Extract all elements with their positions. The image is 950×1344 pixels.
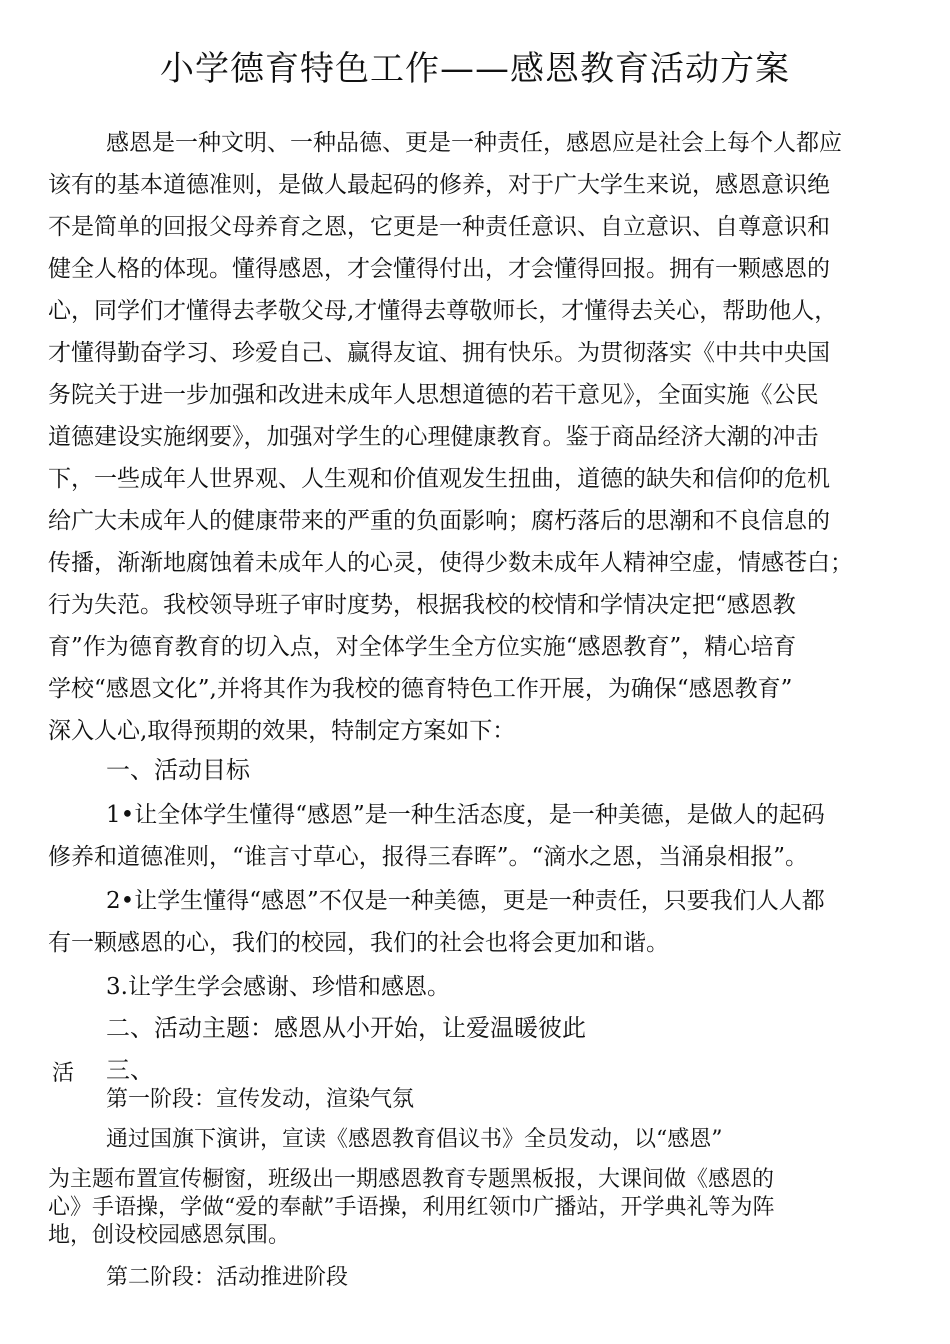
intro-line: 行为失范。我校领导班子审时度势，根据我校的校情和学情决定把“感恩教 <box>48 592 796 618</box>
stage1-line: 为主题布置宣传橱窗，班级出一期感恩教育专题黑板报，大课间做《感恩的 <box>48 1167 775 1192</box>
stage1-title: 第一阶段：宣传发动，渲染气氛 <box>106 1087 415 1112</box>
intro-line: 不是简单的回报父母养育之恩，它更是一种责任意识、自立意识、自尊意识和 <box>48 214 830 240</box>
goal-line: 修养和道德准则，“谁言寸草心，报得三春晖”。“滴水之恩，当涌泉相报”。 <box>48 844 809 870</box>
stage2-title: 第二阶段：活动推进阶段 <box>106 1265 349 1290</box>
intro-line: 深入人心,取得预期的效果，特制定方案如下： <box>48 718 516 744</box>
stage1-line: 地，创设校园感恩氛围。 <box>48 1223 291 1248</box>
goal-line: 1•让全体学生懂得“感恩”是一种生活态度，是一种美德，是做人的起码 <box>106 802 825 828</box>
intro-line: 该有的基本道德准则，是做人最起码的修养，对于广大学生来说，感恩意识绝 <box>48 172 830 198</box>
section-heading-theme: 二、活动主题：感恩从小开始，让爱温暖彼此 <box>106 1014 586 1042</box>
intro-line: 传播，渐渐地腐蚀着未成年人的心灵，使得少数未成年人精神空虚，情感苍白； <box>48 550 853 576</box>
intro-line: 健全人格的体现。懂得感恩，才会懂得付出，才会懂得回报。拥有一颗感恩的 <box>48 256 830 282</box>
goal-line: 2•让学生懂得“感恩”不仅是一种美德，更是一种责任，只要我们人人都 <box>106 888 825 914</box>
intro-line: 给广大未成年人的健康带来的严重的负面影响；腐朽落后的思潮和不良信息的 <box>48 508 830 534</box>
document-title: 小学德育特色工作——感恩教育活动方案 <box>160 49 790 89</box>
goal-line: 有一颗感恩的心，我们的校园，我们的社会也将会更加和谐。 <box>48 930 669 956</box>
intro-line: 感恩是一种文明、一种品德、更是一种责任，感恩应是社会上每个人都应 <box>106 130 842 156</box>
stage1-line: 心》手语操，学做“爱的奉献”手语操，利用红领巾广播站，开学典礼等为阵 <box>48 1195 775 1220</box>
section-fragment-text: 活 <box>52 1061 75 1086</box>
intro-line: 学校“感恩文化”,并将其作为我校的德育特色工作开展，为确保“感恩教育” <box>48 676 793 702</box>
section-heading-stages: 三、 <box>106 1056 154 1084</box>
section-heading-goals: 一、活动目标 <box>106 756 250 784</box>
intro-line: 才懂得勤奋学习、珍爱自己、赢得友谊、拥有快乐。为贯彻落实《中共中央国 <box>48 340 830 366</box>
intro-line: 心，同学们才懂得去孝敬父母,才懂得去尊敬师长，才懂得去关心，帮助他人， <box>48 298 838 324</box>
intro-line: 育”作为德育教育的切入点，对全体学生全方位实施“感恩教育”，精心培育 <box>48 634 797 660</box>
intro-line: 务院关于进一步加强和改进未成年人思想道德的若干意见》，全面实施《公民 <box>48 382 819 408</box>
intro-line: 道德建设实施纲要》，加强对学生的心理健康教育。鉴于商品经济大潮的冲击 <box>48 424 819 450</box>
stage1-line: 通过国旗下演讲，宣读《感恩教育倡议书》全员发动，以“感恩” <box>106 1127 723 1152</box>
intro-line: 下，一些成年人世界观、人生观和价值观发生扭曲，道德的缺失和信仰的危机 <box>48 466 830 492</box>
goal-line: 3.让学生学会感谢、珍惜和感恩。 <box>106 974 450 1000</box>
